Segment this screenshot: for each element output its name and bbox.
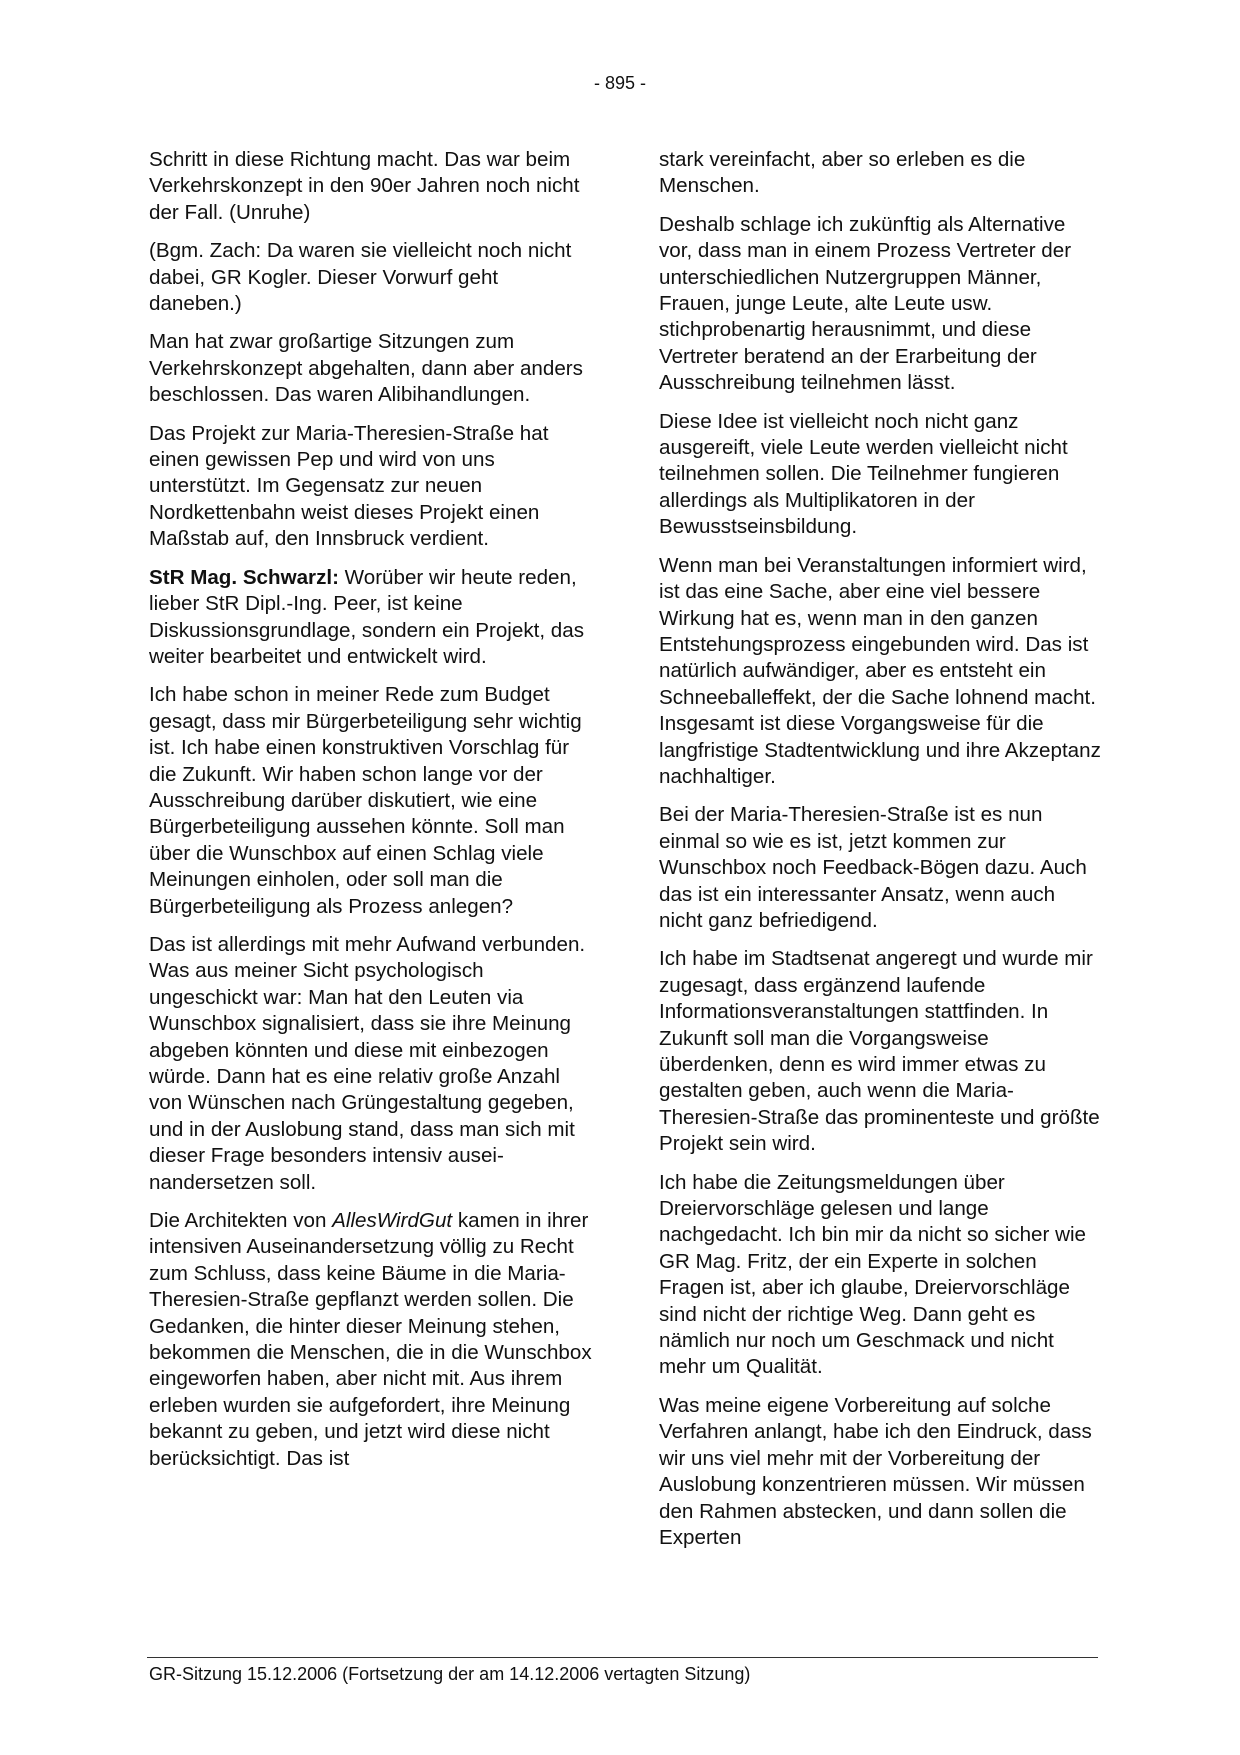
emphasized-name: AllesWirdGut (332, 1209, 453, 1233)
paragraph: Ich habe die Zeitungsmeldungen über Dreiervorschläge gelesen und lange nachgedacht. Ich bin mir da nicht so sicher wie GR Mag. Fritz, der ein Experte in solchen Fragen ist, aber ich glaube, Dreiervorschläge sind nicht der richtige Weg. Dann geht es nämlich nur noch um Geschmack und nicht mehr um Qualität. (659, 1170, 1086, 1379)
paragraph: Diese Idee ist vielleicht noch nicht ganz ausgereift, viele Leute werden vielleicht nicht teilnehmen sollen. Die Teilnehmer fungieren allerdings als Multiplikatoren in der Bewusstseinsbildung. (659, 409, 1068, 539)
paragraph: (Bgm. Zach: Da waren sie vielleicht noch nicht dabei, GR Kogler. Dieser Vorwurf geht daneben.) (149, 239, 572, 316)
paragraph (149, 1208, 594, 1472)
text-run: kamen in ihrer intensiven Auseinandersetzung völlig zu Recht zum Schluss, dass keine Bäume in die Maria-Theresien-Straße gepflanzt werden sollen. Die Gedanken, die hinter dieser Meinung stehen, bekommen die Menschen, die in die Wunschbox eingeworfen haben, aber nicht mit. Aus ihrem erleben wurden sie aufgefordert, ihre Meinung bekannt zu geben, und jetzt wird diese nicht berücksichtigt. Das ist (149, 1209, 592, 1470)
paragraph: Was meine eigene Vorbereitung auf solche Verfahren anlangt, habe ich den Eindruck, dass wir uns viel mehr mit der Vorbereitung der Auslobung konzentrieren müssen. Wir müssen den Rahmen abstecken, und dann sollen die Experten (659, 1393, 1092, 1549)
speaker-name: StR Mag. Schwarzl: (149, 565, 339, 589)
page-number: - 895 - (593, 73, 647, 93)
footer-text: GR-Sitzung 15.12.2006 (Fortsetzung der am 14.12.2006 vertagten Sitzung) (149, 1664, 751, 1684)
paragraph: Schritt in diese Richtung macht. Das war beim Verkehrskonzept in den 90er Jahren noch nicht der Fall. (Unruhe) (149, 148, 580, 224)
left-column (149, 147, 594, 1484)
paragraph: Ich habe schon in meiner Rede zum Budget gesagt, dass mir Bürgerbeteiligung sehr wichtig ist. Ich habe einen konstruktiven Vorschlag für die Zukunft. Wir haben schon lange vor der Ausschreibung darüber diskutiert, wie eine Bürgerbeteiligung aussehen könnte. Soll man über die Wunschbox auf einen Schlag viele Meinungen einholen, oder soll man die Bürgerbeteiligung als Prozess anlegen? (149, 683, 582, 918)
paragraph: Man hat zwar großartige Sitzungen zum Verkehrskonzept abgehalten, dann aber anders beschlossen. Das waren Alibihandlungen. (149, 330, 583, 407)
paragraph (149, 565, 594, 671)
paragraph: stark vereinfacht, aber so erleben es die Menschen. (659, 148, 1026, 198)
speech-text: Worüber wir heute reden, lieber StR Dipl.-Ing. Peer, ist keine Diskussionsgrundlage, sondern ein Projekt, das weiter bearbeitet und entwickelt wird. (149, 565, 585, 668)
footer-divider (147, 1657, 1098, 1658)
text-run: Die Architekten von (149, 1209, 333, 1233)
right-column (659, 147, 1104, 1563)
paragraph: Deshalb schlage ich zukünftig als Alternative vor, dass man in einem Prozess Vertreter der unterschiedlichen Nutzergruppen Männer, Frauen, junge Leute, alte Leute usw. stichprobenartig herausnimmt, und diese Vertreter beratend an der Erarbeitung der Ausschreibung teilnehmen lässt. (659, 212, 1072, 395)
paragraph: Das Projekt zur Maria-Theresien-Straße hat einen gewissen Pep und wird von uns unterstützt. Im Gegensatz zur neuen Nordkettenbahn weist dieses Projekt einen Maßstab auf, den Innsbruck verdient. (149, 421, 549, 551)
paragraph: Das ist allerdings mit mehr Aufwand verbunden. Was aus meiner Sicht psychologisch ungeschickt war: Man hat den Leuten via Wunschbox signalisiert, dass sie ihre Meinung abgeben könnten und diese mit einbezogen würde. Dann hat es eine relativ große Anzahl von Wünschen nach Grüngestaltung gegeben, und in der Auslobung stand, dass man sich mit dieser Frage besonders intensiv auseinandersetzen soll. (149, 932, 586, 1194)
paragraph: Bei der Maria-Theresien-Straße ist es nun einmal so wie es ist, jetzt kommen zur Wunschbox noch Feedback-Bögen dazu. Auch das ist ein interessanter Ansatz, wenn auch nicht ganz befriedigend. (659, 803, 1087, 932)
paragraph: Wenn man bei Veranstaltungen informiert wird, ist das eine Sache, aber eine viel bessere Wirkung hat es, wenn man in den ganzen Entstehungsprozess eingebunden wird. Das ist natürlich aufwändiger, aber es entsteht ein Schneeballeffekt, der die Sache lohnend macht. Insgesamt ist diese Vorgangsweise für die langfristige Stadtentwicklung und ihre Akzeptanz nachhaltiger. (659, 553, 1101, 788)
paragraph: Ich habe im Stadtsenat angeregt und wurde mir zugesagt, dass ergänzend laufende Informationsveranstaltungen stattfinden. In Zukunft soll man die Vorgangsweise überdenken, denn es wird immer etwas zu gestalten geben, auch wenn die Maria-Theresien-Straße das prominenteste und größte Projekt sein wird. (659, 947, 1100, 1156)
